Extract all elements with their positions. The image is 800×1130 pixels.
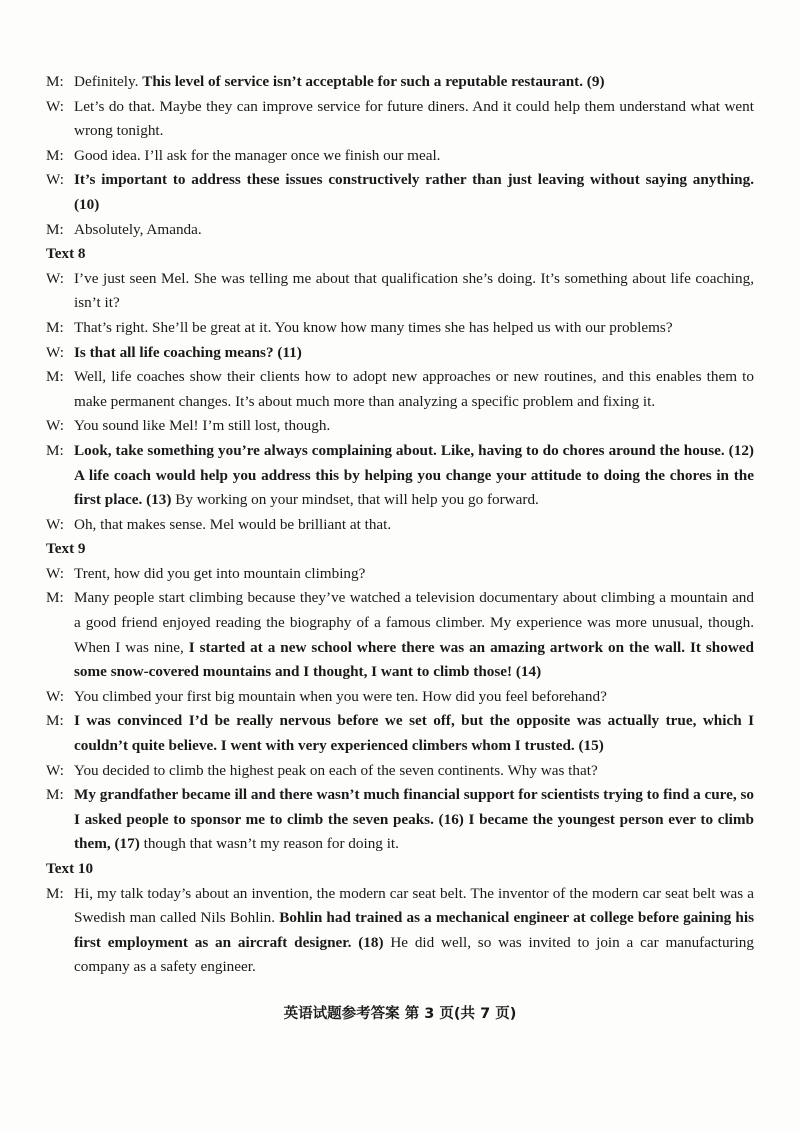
speaker-label: W:	[46, 761, 64, 779]
dialogue-line	[46, 759, 754, 784]
dialogue-text: Many people start climbing because they’ve watched a television documentary about climbing a mountain and a good friend enjoyed reading the biography of a famous climber. My experience was more unusual, though. When I was nine,	[74, 589, 754, 656]
speaker-label: M:	[46, 712, 64, 730]
dialogue-line	[46, 365, 754, 414]
dialogue-text: Trent, how did you get into mountain climbing?	[74, 564, 366, 582]
speaker-label: W:	[46, 417, 64, 435]
speaker-label: M:	[46, 786, 64, 804]
speaker-label: W:	[46, 687, 64, 705]
speaker-label: M:	[46, 146, 64, 164]
speaker-label: M:	[46, 589, 64, 607]
dialogue-text: Let’s do that. Maybe they can improve service for future diners. And it could help them understand what went wrong tonight.	[74, 97, 754, 140]
answer-highlight: It’s important to address these issues constructively rather than just leaving without saying anything. (10)	[74, 171, 754, 213]
dialogue-text: You decided to climb the highest peak on each of the seven continents. Why was that?	[74, 761, 598, 779]
section-heading: Text 10	[46, 860, 94, 877]
answer-highlight: This level of service isn’t acceptable for such a reputable restaurant. (9)	[142, 73, 605, 90]
dialogue-text: Oh, that makes sense. Mel would be brilliant at that.	[74, 515, 392, 533]
speaker-label: W:	[46, 269, 64, 287]
speaker-label: W:	[46, 171, 64, 189]
dialogue-text: You climbed your first big mountain when you were ten. How did you feel beforehand?	[74, 687, 607, 705]
speaker-label: W:	[46, 343, 64, 361]
dialogue-line	[46, 439, 754, 513]
dialogue-text: Good idea. I’ll ask for the manager once we finish our meal.	[74, 146, 441, 164]
dialogue-text: Definitely.	[74, 73, 143, 90]
dialogue-text: I’ve just seen Mel. She was telling me about that qualification she’s doing. It’s something about life coaching, isn’t it?	[74, 269, 754, 312]
dialogue-text: By working on your mindset, that will help you go forward.	[171, 491, 539, 509]
speaker-label: M:	[46, 73, 64, 90]
answer-highlight: Is that all life coaching means? (11)	[74, 343, 302, 361]
dialogue-line	[46, 882, 754, 980]
dialogue-line	[46, 218, 754, 243]
speaker-label: W:	[46, 97, 64, 115]
dialogue-text: Hi, my talk today’s about an invention, the modern car seat belt. The inventor of the modern car seat belt was a Swedish man called Nils Bohlin.	[74, 884, 754, 927]
speaker-label: M:	[46, 368, 64, 386]
dialogue-text: Absolutely, Amanda.	[74, 220, 202, 238]
dialogue-line	[46, 513, 754, 538]
dialogue-line	[46, 70, 754, 95]
speaker-label: W:	[46, 515, 64, 533]
dialogue-text: That’s right. She’ll be great at it. You know how many times she has helped us with our problems?	[74, 318, 673, 336]
dialogue-line	[46, 95, 754, 144]
dialogue-line	[46, 168, 754, 217]
transcript	[46, 70, 754, 980]
section-heading: Text 8	[46, 245, 86, 263]
speaker-label: M:	[46, 318, 64, 336]
dialogue-text: though that wasn’t my reason for doing it.	[139, 835, 399, 853]
dialogue-line	[46, 586, 754, 684]
answer-highlight: I was convinced I’d be really nervous before we set off, but the opposite was actually true, which I couldn’t quite believe. I went with very experienced climbers whom I trusted. (15)	[74, 712, 754, 755]
speaker-label: W:	[46, 564, 64, 582]
dialogue-text: Well, life coaches show their clients how to adopt new approaches or new routines, and this enables them to make permanent changes. It’s about much more than analyzing a specific problem and fixing it.	[74, 368, 754, 410]
answer-highlight: Look, take something you’re always complaining about. Like, having to do chores around the house. (12) A life coach would help you address this by helping you change your attitude to doing the chores in the first place. (13)	[74, 441, 754, 509]
dialogue-line	[46, 267, 754, 316]
speaker-label: M:	[46, 220, 64, 238]
dialogue-line	[46, 562, 754, 587]
speaker-label: M:	[46, 441, 64, 459]
dialogue-line	[46, 144, 754, 169]
speaker-label: M:	[46, 884, 64, 902]
answer-highlight: My grandfather became ill and there wasn’t much financial support for scientists trying to find a cure, so I asked people to sponsor me to climb the seven peaks. (16) I became the youngest person ever to climb them, (17)	[74, 786, 754, 853]
dialogue-text: You sound like Mel! I’m still lost, though.	[74, 417, 331, 435]
section-heading: Text 9	[46, 540, 86, 558]
page-footer: 英语试题参考答案 第 3 页(共 7 页)	[283, 1006, 517, 1022]
answer-highlight: I started at a new school where there was an amazing artwork on the wall. It showed some snow-covered mountains and I thought, I want to climb those! (14)	[74, 638, 754, 681]
dialogue-line	[46, 685, 754, 710]
dialogue-line	[46, 414, 754, 439]
dialogue-line	[46, 341, 754, 366]
dialogue-line	[46, 316, 754, 341]
dialogue-line	[46, 709, 754, 758]
dialogue-text: He did well, so was invited to join a car manufacturing company as a safety engineer.	[74, 933, 754, 976]
answer-highlight: Bohlin had trained as a mechanical engineer at college before gaining his first employment as an aircraft designer. (18)	[74, 909, 754, 951]
dialogue-line	[46, 783, 754, 857]
